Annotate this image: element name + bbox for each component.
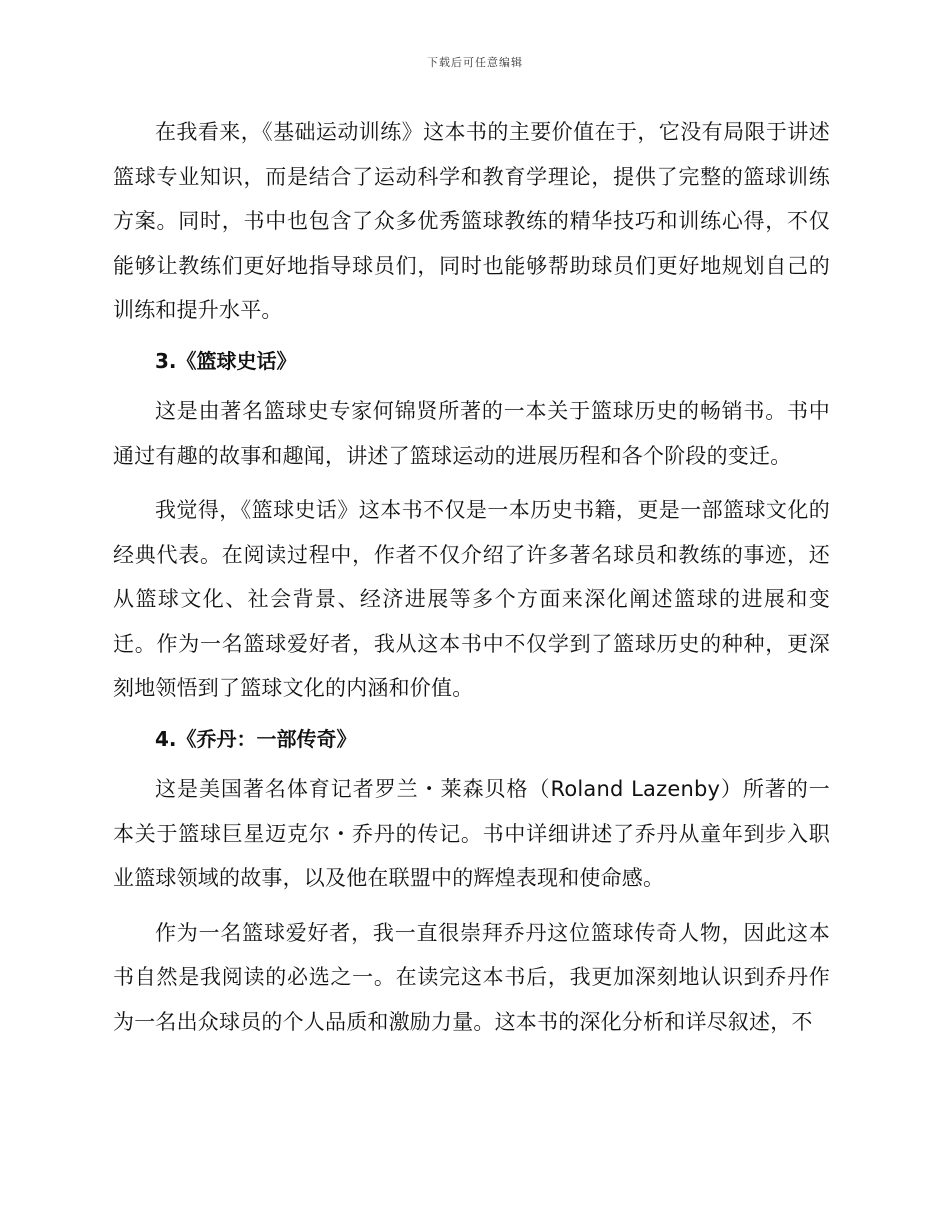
paragraph-history-opinion: 我觉得，《篮球史话》这本书不仅是一本历史书籍，更是一部篮球文化的经典代表。在阅读过程中，作者不仅介绍了许多著名球员和教练的事迹，还从篮球文化、社会背景、经济进展等多个方面来深化阐述篮球的进展和变迁。作为一名篮球爱好者，我从这本书中不仅学到了篮球历史的种种，更深刻地领悟到了篮球文化的内涵和价值。 [113, 498, 830, 700]
document-body [113, 110, 830, 1044]
paragraph-history-intro: 这是由著名篮球史专家何锦贤所著的一本关于篮球历史的畅销书。书中通过有趣的故事和趣闻，讲述了篮球运动的进展历程和各个阶段的变迁。 [113, 399, 830, 468]
spacer [113, 901, 830, 911]
paragraph-basic-training-value: 在我看来，《基础运动训练》这本书的主要价值在于，它没有局限于讲述篮球专业知识，而是结合了运动科学和教育学理论，提供了完整的篮球训练方案。同时，书中也包含了众多优秀篮球教练的精华技巧和训练心得，不仅能够让教练们更好地指导球员们，同时也能够帮助球员们更好地规划自己的训练和提升水平。 [113, 120, 830, 322]
section-heading-3: 3.《篮球史话》 [155, 348, 297, 373]
page-header: 下载后可任意编辑 [427, 56, 523, 69]
paragraph-jordan-intro: 这是美国著名体育记者罗兰・莱森贝格（Roland Lazenby）所著的一本关于篮球巨星迈克尔・乔丹的传记。书中详细讲述了乔丹从童年到步入职业篮球领域的故事，以及他在联盟中的辉煌表现和使命感。 [113, 777, 830, 890]
section-heading-4: 4.《乔丹：一部传奇》 [155, 726, 357, 751]
spacer [113, 478, 830, 488]
paragraph-jordan-opinion: 作为一名篮球爱好者，我一直很崇拜乔丹这位篮球传奇人物，因此这本书自然是我阅读的必选之一。在读完这本书后，我更加深刻地认识到乔丹作为一名出众球员的个人品质和激励力量。这本书的深化分析和详尽叙述，不 [113, 920, 830, 1034]
